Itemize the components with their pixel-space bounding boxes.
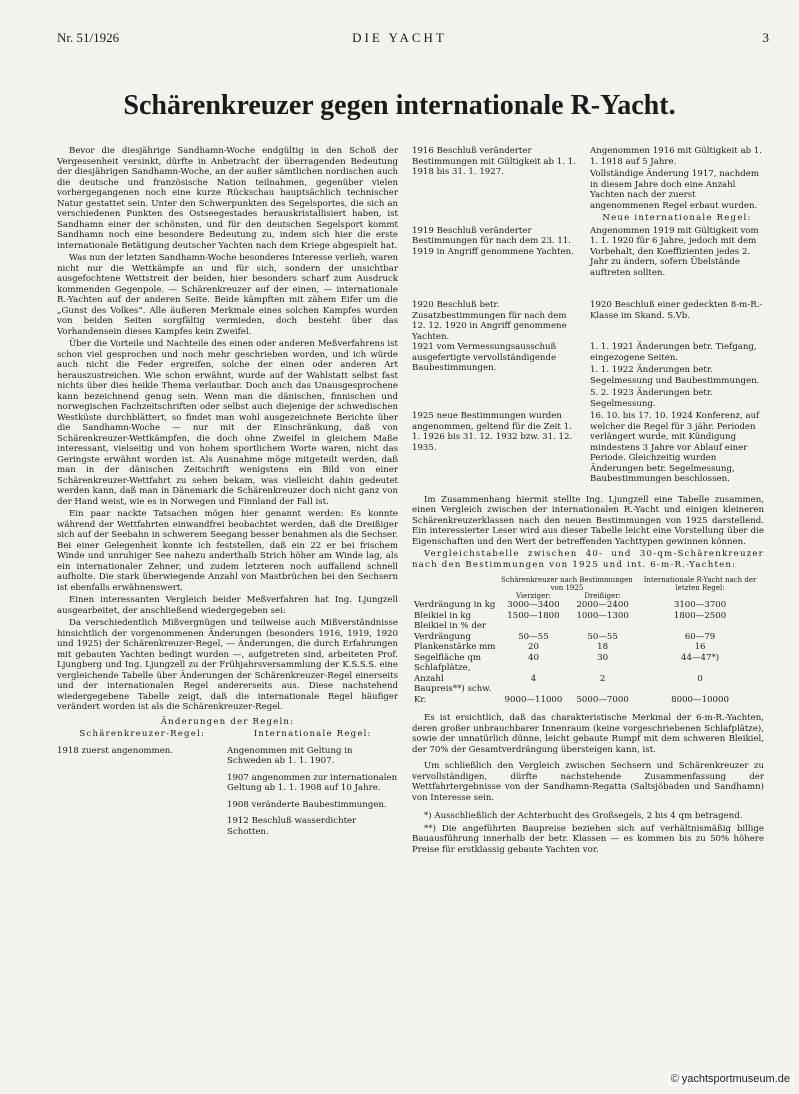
history-cell-b [590,411,764,487]
rules-row [57,746,398,767]
rules-cell-a [57,816,227,837]
history-item: Angenommen 1916 mit Gültigkeit ab 1. 1. 1918 auf 5 Jahre. [590,146,763,167]
history-item: 1920 Beschluß einer gedeckten 8-m-R.-Klasse im Skand. S.Vb. [590,300,763,321]
rules-col-b-heading: Internationale Regel: [253,729,372,739]
history-item: 5. 2. 1923 Änderungen betr. Segelmessung. [590,388,713,409]
history-row [412,146,764,213]
table-header-row [412,576,764,592]
cell-d: 18 [597,642,609,652]
left-column [57,146,398,843]
cell-d: 30 [597,652,609,663]
cell-d: 2 [599,673,606,684]
history-cell-b [590,342,764,411]
rules-subheadings [57,729,398,740]
cell-v: 50—55 [518,631,549,642]
cell-d: 50—55 [587,631,618,642]
history-cell-b [590,226,764,281]
cell-v: 1500—1800 [507,610,560,621]
history-row [412,411,764,487]
comparison-intro: Vergleichstabelle zwischen 40- und 30-qm-Schärenkreuzer nach den Bestimmungen von 1925 und int. 6-m-R.-Yachten: [412,549,764,570]
watermark: © yachtsportmuseum.de [668,1072,793,1086]
paragraph: Um schließlich den Vergleich zwischen Sechsern und Schärenkreuzer zu vervollständigen, dürfte nachstehende Zusammenfassung der Wettfahrtergebnisse von der Sandhamn-Regatta (Saltsjöbaden und Sandhamn) von Interesse sein. [412,761,764,803]
cell-i: 1800—2500 [673,610,727,621]
history-cell-b [590,300,764,342]
history-item: 1. 1. 1922 Änderungen betr. Segelmessung und Baubestimmungen. [590,365,760,386]
cell-d: 2000—2400 [576,600,629,610]
magazine-name: DIE YACHT [352,30,447,45]
table-row [412,600,764,611]
article-title: Schärenkreuzer gegen internationale R-Yacht. [123,90,676,121]
history-cell-a: 1925 neue Bestimmungen wurden angenommen, geltend für die Zeit 1. 1. 1926 bis 31. 12. 1932 bzw. 31. 12. 1935. [412,411,573,453]
history-cell-a [412,213,590,226]
paragraph: Da verschiedentlich Mißvergnügen und teilweise auch Mißverständnisse hinsichtlich der vorgenommenen Änderungen (besonders 1916, 1919, 1920 und 1925) der Schärenkreuzer-Regel, — Änderungen, die durch Erfahrungen mit gebauten Yachten bedingt wurden —, aufgetreten sind, arbeiteten Prof. Ljungberg und Ing. Ljungzell zu der Frühjahrsversammlung der K.S.S.S. eine vergleichende Tabelle über Änderungen der Schärenkreuzer-Regel einerseits und der internationalen Regel andererseits aus. Diese nachstehend wiedergegebene Tabelle zeigt, daß die internationale Regel häufiger verändert worden ist als die Schärenkreuzer-Regel. [57,618,398,712]
paragraph: Bevor die diesjährige Sandhamn-Woche endgültig in den Schoß der Vergessenheit versinkt, dürfte in Anbetracht der überragenden Bedeutung der diesjährigen Sandhamn-Woche, an der außer sämtlichen nordischen auch die deutsche und französische Nation teilnahmen, gegenüber vielen vorhergegangenen noch eine kurze Rückschau hauptsächlich technischer Natur gestattet sein. Unter den Schwerpunkten des Segelsportes, die sich an verschiedenen Punkten des Ostseegestades herauskristallisiert haben, ist Sandhamn einer der schönsten, und für den deutschen Segelsport kommt Sandhamn noch eine besondere Bedeutung zu, indem sich hier die erste internationale Betätigung deutscher Yachten nach dem Kriege abgespielt hat. [57,146,398,251]
row-label: Baupreis**) schw. Kr. [414,684,492,705]
paragraph: Es ist ersichtlich, daß das charakteristische Merkmal der 6-m-R.-Yachten, deren großer unbrauchbarer Innenraum (keine vorgeschriebenen Schlafplätze), sowie der unnatürlich dünne, leicht gebaute Rumpf mit dem schweren Bleikiel, der 70% der Gesamtverdrängung übersteigen kann, ist. [412,713,764,755]
history-cell-a: 1920 Beschluß betr. Zusatzbestimmungen für nach dem 12. 12. 1920 in Angriff genommene Yachten. [412,300,567,342]
rules-cell-a: 1918 zuerst angenommen. [57,745,174,756]
history-row [412,226,764,281]
table-row [412,611,764,622]
history-cell-a: 1919 Beschluß veränderter Bestimmungen für nach dem 23. 11. 1919 in Angriff genommene Yachten. [412,225,574,257]
cell-v: 3000—3400 [507,600,560,610]
table-row [412,632,764,643]
history-cell-a: 1916 Beschluß veränderter Bestimmungen mit Gültigkeit ab 1. 1. 1918 bis 31. 1. 1927. [412,146,576,177]
history-item: 1. 1. 1921 Änderungen betr. Tiefgang, eingezogene Seiten. [590,342,757,363]
history-item: 16. 10. bis 17. 10. 1924 Konferenz, auf welcher die Regel für 3 jähr. Perioden verlängert wurde, mit Kündigung mindestens 3 Jahre vor Ablauf einer Periode. Gleichzeitig wurden Änderungen betr. Segelmessung, Baubestimmungen beschlossen. [590,411,760,484]
footnote: *) Ausschließlich der Achterbucht des Großsegels, 2 bis 4 qm betragend. [424,811,743,821]
footnotes [412,811,764,855]
cell-v: 40 [527,652,539,663]
history-item: Angenommen 1919 mit Gültigkeit vom 1. 1. 1920 für 6 Jahre, jedoch mit dem Vorbehalt, den Koeffizienten jedes 2. Jahr zu ändern, sofern Übelstände auftreten sollten. [590,225,759,278]
history-cell-b [590,213,764,226]
history-cell-b [590,146,764,213]
cell-v: 9000—11000 [504,694,563,705]
history-cell-a: 1921 vom Vermessungsausschuß ausgefertigte vervollständigende Baubestimmungen. [412,342,557,373]
table-row [412,653,764,664]
history-row [412,213,764,226]
table-row [412,663,764,684]
table-row [412,684,764,705]
row-label: Verdrängung in kg [414,600,496,610]
rules-cell-a [57,800,227,811]
paragraph: Einen interessanten Vergleich beider Meßverfahren hat Ing. Ljungzell ausgearbeitet, der anschließend wiedergegeben sei: [57,595,398,616]
cell-i: 16 [694,642,706,652]
new-intl-rule-heading: Neue internationale Regel: [602,213,752,223]
table-group-header: Schärenkreuzer nach Bestimmungen von 1925 [501,576,633,592]
rules-cell-b: Angenommen mit Geltung in Schweden ab 1. 1. 1907. [227,745,353,766]
row-label: Segelfläche qm [414,652,481,663]
paragraph: Über die Vorteile und Nachteile des einen oder anderen Meßverfahrens ist schon viel gesprochen und noch mehr geschrieben worden, und ich würde auch nicht die Feder ergreifen, solche der einen oder anderen Art herauszustreichen. Wie schon erwähnt, wurde auf der Wahlstatt selbst fast nichts über dies heikle Thema verlautbar. Doch auch das Unausgesprochene kann bezeichnend genug sein. Wenn man die dänischen, finnischen und norwegischen Fachzeitschriften oder selbst auch diejenige der schwedischen Westküste durchblättert, so findet man wohl ausgezeichnete Berichte über die Sandhamn-Woche — nur mit der Einschränkung, daß von Schärenkreuzer-Wettkämpfen, die doch ohne Zweifel in gleichem Maße interessant, vielseitig und von hohem sportlichem Worte waren, nicht das Geringste erwähnt worden ist. Als Ausnahme möge mitgeteilt werden, daß man in der dänischen Zeitschrift wenigstens ein Bild von einer Schärenkreuzer-Wettfahrt zu sehen bekam, was vielleicht dahin gedeutet werden kann, daß man in Dänemark die Schärenkreuzer doch nicht ganz von der Hand weist, wie es in Norwegen und Finnland der Fall ist. [57,339,398,507]
rules-cell-b: 1912 Beschluß wasserdichter Schotten. [227,816,357,837]
cell-d: 1000—1300 [576,610,629,621]
cell-v: 4 [530,673,537,684]
rules-rows [57,746,398,838]
history-row [412,300,764,342]
rules-history [412,146,764,487]
history-item: Vollständige Änderung 1917, nachdem in diesem Jahre doch eine Anzahl Yachten nach der zuerst angenommenen Regel erbaut wurden. [590,169,759,211]
table-row [412,642,764,653]
page-number: 3 [762,30,769,45]
history-row [412,342,764,411]
cell-d: 5000—7000 [576,694,629,705]
rules-row [57,816,398,837]
rules-row [57,800,398,811]
row-label: Bleikiel in kg [414,610,472,621]
table-subheader-row [412,592,764,600]
table-int-header: Internationale R-Yacht nach der letzten Regel: [643,576,757,592]
table-sub-v: Vierziger: [516,592,551,600]
right-column [412,146,764,857]
rules-cell-b: 1907 angenommen zur internationalen Geltung ab 1. 1. 1908 auf 10 Jahre. [227,772,398,793]
cell-i: 60—79 [684,631,716,642]
footnote: **) Die angeführten Baupreise beziehen sich auf verhältnismäßig billige Bauausführung innerhalb der betr. Klassen — es kommen bis zu 50% höhere Preise für erstklassig gebaute Yachten vor. [412,823,764,855]
paragraph: Was nun der letzten Sandhamn-Woche besonderes Interesse verlieh, waren nicht nur die Wettkämpfe an und für sich, sondern der unsichtbar ausgefochtene Wettstreit der beiden, hier besonders scharf zum Ausdruck kommenden Gegenpole. — Schärenkreuzer auf der einen, — internationale R.-Yachten auf der anderen Seite. Beide kämpften mit zähem Eifer um die „Gunst des Volkes“. Alle äußeren Merkmale eines solchen Kampfes wurden von beiden Seiten sorgfältig vermieden, doch besteht über das Vorhandensein dieses Kampfes kein Zweifel. [57,253,398,337]
row-label: Plankenstärke mm [414,642,496,652]
rules-cell-b: 1908 veränderte Baubestimmungen. [227,799,387,810]
cell-i: 0 [697,673,703,684]
issue-number: Nr. 51/1926 [57,30,120,45]
cell-i: 44—47*) [680,652,720,663]
cell-i: 3100—3700 [673,600,727,610]
paragraph: Im Zusammenhang hiermit stellte Ing. Ljungzell eine Tabelle zusammen, einen Vergleich zwischen der internationalen R.-Yacht und einigen kleineren Schärenkreuzerklassen nach den neuen Bestimmungen von 1925 darstellend. Ein interessierter Leser wird aus dieser Tabelle leicht eine Vorstellung über die Eigenschaften und den Wert der betreffenden Yachttypen gewinnen können. [412,494,764,547]
row-label: Bleikiel in % der [414,621,487,631]
comparison-table [412,576,764,705]
row-label: Verdrängung [414,631,471,642]
rules-heading: Änderungen der Regeln: [160,716,295,727]
rules-col-a-heading: Schärenkreuzer-Regel: [79,729,206,739]
cell-i: 8000—10000 [671,694,729,705]
row-label: Schlafplätze, Anzahl [414,663,471,684]
paragraph: Ein paar nackte Tatsachen mögen hier genannt werden: Es konnte während der Wettfahrten einwandfrei beobachtet werden, daß die Dreißiger sich auf der Seebahn in schwerem Seegang besser benahmen als die Sechser. Bei einer Gelegenheit konnte ich feststellen, daß ein 22 er bei frischem Winde und unruhiger See nahezu anderthalb Strich höher am Winde lag, als ein internationaler Zehner, und zudem letzteren noch auffallend schnell aufholte. Die stark überwiegende Anzahl von Mastbrüchen bei den Sechsern ist ebenfalls erwähnenswert. [57,509,398,593]
table-row [412,621,764,632]
table-sub-d: Dreißiger: [584,592,621,600]
rules-cell-a [57,773,227,794]
cell-v: 20 [527,642,539,652]
rules-row [57,773,398,794]
